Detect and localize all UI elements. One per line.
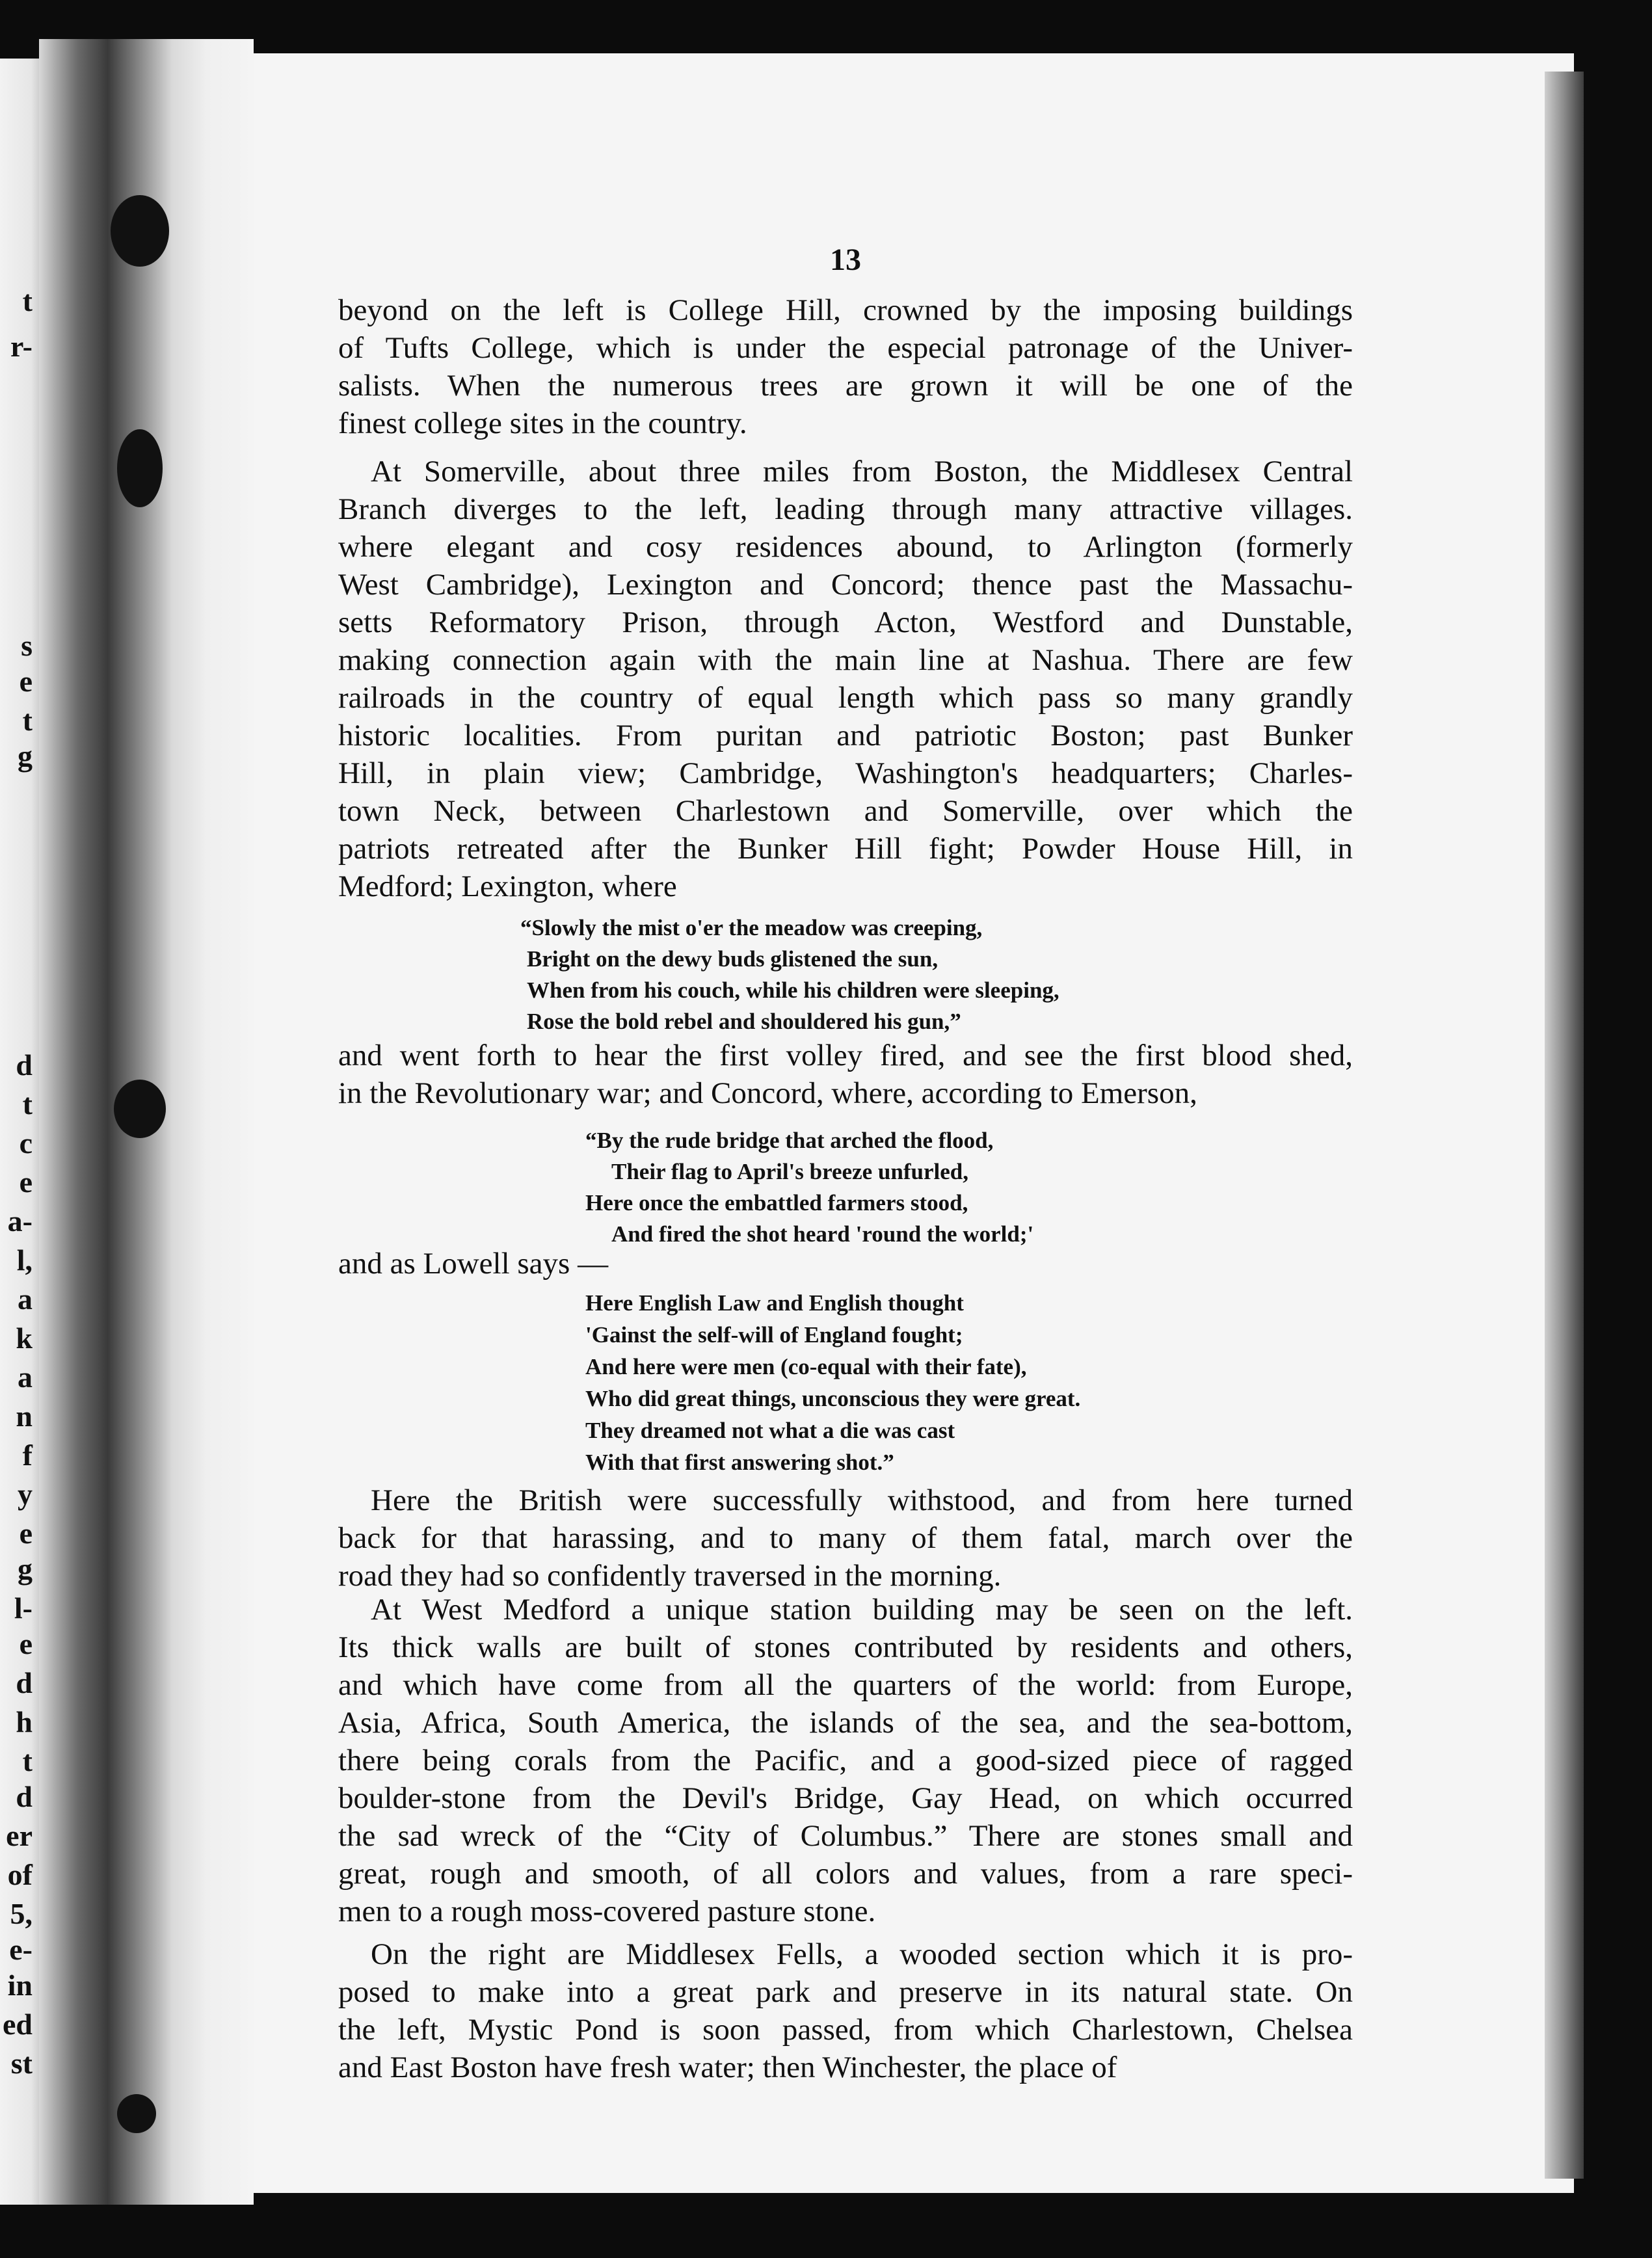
verse-line: They dreamed not what a die was cast <box>585 1418 955 1443</box>
facing-page-letter: a <box>18 1361 33 1394</box>
facing-page-letter: d <box>16 1780 33 1813</box>
facing-page-letters <box>0 59 39 2205</box>
text-line: Asia, Africa, South America, the islands of the sea, and the sea-bottom, <box>338 1706 1353 1740</box>
facing-page-letter: a <box>18 1282 33 1316</box>
text-line: road they had so confidently traversed in the morning. <box>338 1559 1002 1593</box>
verse-line: And fired the shot heard 'round the world;' <box>611 1221 1034 1247</box>
verse-line: Bright on the dewy buds glistened the sun, <box>527 946 939 972</box>
facing-page-letter: of <box>7 1858 33 1891</box>
text-line: there being corals from the Pacific, and a good-sized piece of ragged <box>338 1744 1353 1777</box>
facing-page-letter: d <box>16 1048 33 1082</box>
facing-page-letter: e <box>19 1165 33 1199</box>
facing-page-letter: r- <box>10 330 33 363</box>
verse-line: Rose the bold rebel and shouldered his gun,” <box>527 1009 961 1034</box>
verse-line: Here once the embattled farmers stood, <box>585 1190 968 1215</box>
facing-page-letter: in <box>7 1969 33 2002</box>
text-line: At Somerville, about three miles from Boston, the Middlesex Central <box>371 455 1353 488</box>
verse-line: 'Gainst the self-will of England fought; <box>585 1322 963 1348</box>
ink-blot <box>117 429 163 507</box>
facing-page-letter: c <box>19 1126 33 1160</box>
facing-page-letter: s <box>21 629 33 662</box>
book-gutter <box>39 39 254 2205</box>
text-line: the left, Mystic Pond is soon passed, from which Charlestown, Chelsea <box>338 2013 1353 2047</box>
facing-page-letter: f <box>22 1439 33 1472</box>
ink-blot <box>114 1080 166 1138</box>
text-line: railroads in the country of equal length which pass so many grandly <box>338 681 1353 715</box>
facing-page-letter: ed <box>3 2008 33 2041</box>
text-line: boulder-stone from the Devil's Bridge, Gay Head, on which occurred <box>338 1781 1353 1815</box>
text-line: Here the British were successfully withstood, and from here turned <box>371 1483 1353 1517</box>
text-line: beyond on the left is College Hill, crowned by the imposing buildings <box>338 293 1353 327</box>
text-line: in the Revolutionary war; and Concord, where, according to Emerson, <box>338 1076 1197 1110</box>
facing-page-letter: t <box>22 1087 33 1121</box>
facing-page-letter: a- <box>7 1204 33 1238</box>
verse-line: “Slowly the mist o'er the meadow was creeping, <box>520 915 983 940</box>
text-line: where elegant and cosy residences abound, to Arlington (formerly <box>338 530 1353 564</box>
text-line: salists. When the numerous trees are grown it will be one of the <box>338 369 1353 403</box>
text-line: Medford; Lexington, where <box>338 870 677 903</box>
facing-page-letter: 5, <box>10 1897 33 1930</box>
facing-page-letter: g <box>18 739 33 773</box>
verse-line: Who did great things, unconscious they were great. <box>585 1386 1081 1411</box>
verse-line: Here English Law and English thought <box>585 1290 964 1316</box>
text-line: town Neck, between Charlestown and Somerville, over which the <box>338 794 1353 828</box>
lowell-intro: and as Lowell says — <box>338 1247 609 1281</box>
text-line: Branch diverges to the left, leading through many attractive villages. <box>338 492 1353 526</box>
text-line: of Tufts College, which is under the especial patronage of the Univer- <box>338 331 1353 365</box>
facing-page-letter: e <box>19 1517 33 1550</box>
facing-page-letter: t <box>22 704 33 737</box>
facing-page-letter: e- <box>9 1933 33 1966</box>
facing-page-letter: e <box>19 1627 33 1660</box>
facing-page-letter: d <box>16 1666 33 1699</box>
facing-page-edge <box>0 59 39 2205</box>
verse-line: When from his couch, while his children were sleeping, <box>527 977 1059 1003</box>
facing-page-letter: g <box>18 1552 33 1586</box>
facing-page-letter: y <box>18 1478 33 1511</box>
ink-blot <box>117 2094 156 2133</box>
text-line: posed to make into a great park and preserve in its natural state. On <box>338 1975 1353 2009</box>
facing-page-letter: st <box>10 2047 33 2080</box>
verse-line: “By the rude bridge that arched the flood, <box>585 1128 994 1153</box>
verse-line: And here were men (co-equal with their fate), <box>585 1354 1027 1379</box>
text-line: the sad wreck of the “City of Columbus.” There are stones small and <box>338 1819 1353 1853</box>
text-line: On the right are Middlesex Fells, a wooded section which it is pro- <box>371 1937 1353 1971</box>
text-line: West Cambridge), Lexington and Concord; thence past the Massachu- <box>338 568 1353 602</box>
text-line: and went forth to hear the first volley fired, and see the first blood shed, <box>338 1039 1353 1072</box>
verse-line: Their flag to April's breeze unfurled, <box>611 1159 968 1184</box>
text-line: making connection again with the main line at Nashua. There are few <box>338 643 1353 677</box>
text-line: setts Reformatory Prison, through Acton, Westford and Dunstable, <box>338 605 1353 639</box>
page-number: 13 <box>830 243 861 277</box>
text-line: and East Boston have fresh water; then Winchester, the place of <box>338 2051 1117 2084</box>
facing-page-letter: er <box>6 1819 33 1852</box>
text-line: men to a rough moss-covered pasture stone. <box>338 1894 876 1928</box>
text-line: historic localities. From puritan and patriotic Boston; past Bunker <box>338 719 1353 752</box>
ink-blot <box>111 195 169 267</box>
page-edge-shadow <box>1545 72 1584 2179</box>
text-line: finest college sites in the country. <box>338 406 747 440</box>
text-line: patriots retreated after the Bunker Hill fight; Powder House Hill, in <box>338 832 1353 866</box>
text-line: At West Medford a unique station building may be seen on the left. <box>371 1593 1353 1627</box>
facing-page-letter: n <box>16 1400 33 1433</box>
facing-page-letter: e <box>19 665 33 698</box>
text-line: back for that harassing, and to many of them fatal, march over the <box>338 1521 1353 1555</box>
text-line: Hill, in plain view; Cambridge, Washington's headquarters; Charles- <box>338 756 1353 790</box>
facing-page-letter: k <box>16 1322 33 1355</box>
text-line: great, rough and smooth, of all colors and values, from a rare speci- <box>338 1857 1353 1891</box>
facing-page-letter: t <box>22 1744 33 1777</box>
facing-page-letter: l- <box>14 1591 33 1625</box>
text-line: Its thick walls are built of stones contributed by residents and others, <box>338 1630 1353 1664</box>
text-line: and which have come from all the quarters of the world: from Europe, <box>338 1668 1353 1702</box>
facing-page-letter: t <box>22 284 33 317</box>
facing-page-letter: l, <box>16 1243 33 1277</box>
facing-page-letter: h <box>16 1705 33 1738</box>
verse-line: With that first answering shot.” <box>585 1450 894 1475</box>
